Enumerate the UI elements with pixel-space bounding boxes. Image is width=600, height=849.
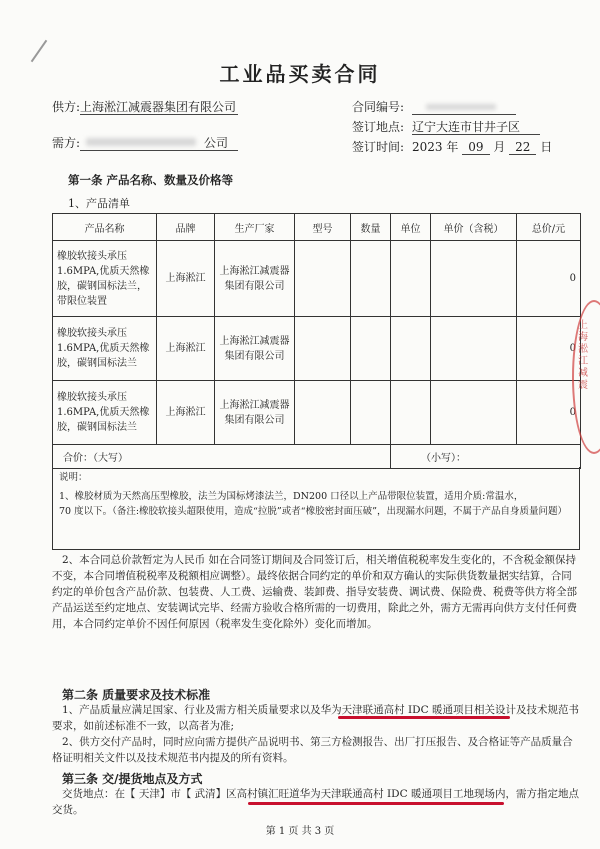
col-header: 型号 [295, 214, 351, 241]
product-price [431, 317, 517, 381]
col-header: 生产厂家 [215, 214, 295, 241]
product-maker: 上海淞江减震器集团有限公司 [215, 317, 295, 381]
col-header: 产品名称 [53, 214, 157, 241]
payment-paragraph: 2、本合同总价款暂定为人民币 如在合同签订期间及合同签订后，相关增值税税率发生变化的，不含税金额保持不变，本合同增值税税率及税额相应调整）。最终依据合同约定的单价和双方确认的实际供货数量据实结算，合同约定的单价包含产品价款、包装费、人工费、运输费、装卸费、指导安装费、调试费、保险费、税费等供方将全部产品运送至约定地点、安装调试完毕、经需方验收合格所需的一切费用，除此之外，需方无需再向供方支付任何费用，本合同约定单价不因任何原因（税率发生变化除外）变化而增加。 [52, 554, 577, 630]
red-underline [338, 716, 510, 719]
article2-p1: 1、产品质量应满足国家、行业及需方相关质量要求以及华为天津联通高村 IDC 暖通项目相关设计及技术规范书要求，如前述标准不一致，以高者为准; [52, 704, 579, 732]
product-maker: 上海淞江减震器集团有限公司 [215, 241, 295, 317]
product-model [295, 381, 351, 445]
date-field [412, 138, 552, 155]
redaction-mark [86, 138, 196, 146]
table-row [53, 317, 581, 381]
year-unit: 年 [446, 140, 459, 154]
col-header: 单位 [391, 214, 431, 241]
contract-number-label: 合同编号: [352, 100, 405, 114]
article3-heading: 第三条 交/提货地点及方式 [62, 772, 203, 786]
product-table [52, 213, 581, 469]
product-total: 0 [517, 317, 581, 381]
red-underline [248, 802, 504, 805]
product-quantity [351, 381, 391, 445]
page-title: 工业品买卖合同 [219, 62, 381, 86]
product-maker: 上海淞江减震器集团有限公司 [215, 381, 295, 445]
table-header-row [53, 214, 581, 241]
page-footer: 第 1 页 共 3 页 [265, 826, 335, 837]
table-row [53, 241, 581, 317]
total-label [53, 445, 391, 469]
product-model [295, 241, 351, 317]
notes-title: 说明： [59, 472, 88, 483]
product-brand: 上海淞江 [157, 241, 215, 317]
notes-box [52, 467, 580, 550]
buyer-field [80, 134, 238, 151]
article1-sub: 1、产品清单 [68, 197, 130, 210]
day-unit: 日 [540, 140, 553, 154]
notes-line2: 70 度以下。（备注:橡胶软接头超限使用，造成“拉脱”或者“橡胶密封面压破”，出现漏水问题，不属于产品自身质量问题） [59, 506, 567, 517]
seal-text: 上海淞江减震 [578, 320, 588, 391]
supplier-label: 供方: [52, 100, 81, 114]
date-year: 2023 [412, 140, 443, 154]
article3-p1: 交货地点：在【 天津】市【 武清】区高村镇汇旺道华为天津联通高村 IDC 暖通项目工地现场内，需方指定地点交货。 [52, 788, 579, 816]
product-brand: 上海淞江 [157, 317, 215, 381]
product-unit [391, 241, 431, 317]
total-label-text: 合价：（大写） [63, 453, 128, 464]
product-price [431, 241, 517, 317]
product-unit [391, 381, 431, 445]
redaction-mark [426, 104, 496, 110]
col-header: 数量 [351, 214, 391, 241]
article2-p2: 2、供方交付产品时，同时应向需方提供产品说明书、第三方检测报告、出厂打压报告、及合格证等产品质量合格证明相关文件以及技术规范书内提及的所有资料。 [52, 736, 573, 764]
total-small-text: （小写）： [421, 453, 466, 464]
product-model [295, 317, 351, 381]
date-day: 22 [509, 140, 536, 155]
product-total: 0 [517, 241, 581, 317]
notes-line1: 1、橡胶材质为天然高压型橡胶，法兰为国标烤漆法兰，DN200 口径以上产品带限位装置，适用介质:常温水， [59, 491, 524, 502]
product-brand: 上海淞江 [157, 381, 215, 445]
buyer-value: 公司 [204, 136, 229, 150]
location-label: 签订地点: [352, 120, 405, 134]
product-quantity [351, 317, 391, 381]
article2-heading: 第二条 质量要求及技术标准 [62, 688, 211, 702]
product-name: 橡胶软接头承压 1.6MPA,优质天然橡胶，碳钢国标法兰 [53, 381, 157, 445]
article1-heading: 第一条 产品名称、数量及价格等 [68, 173, 234, 187]
table-total-row [53, 445, 581, 469]
product-price [431, 381, 517, 445]
month-unit: 月 [493, 140, 506, 154]
supplier-value: 上海淞江减震器集团有限公司 [80, 100, 237, 114]
col-header: 总价/元 [517, 214, 581, 241]
product-total: 0 [517, 381, 581, 445]
col-header: 品牌 [157, 214, 215, 241]
total-small [391, 445, 581, 469]
table-row [53, 381, 581, 445]
contract-number-field [412, 98, 516, 115]
product-name: 橡胶软接头承压 1.6MPA,优质天然橡胶，碳钢国标法兰 [53, 317, 157, 381]
product-name: 橡胶软接头承压 1.6MPA,优质天然橡胶，碳钢国标法兰，带限位装置 [53, 241, 157, 317]
location-value: 辽宁大连市甘井子区 [412, 118, 540, 135]
col-header: 单价（含税） [431, 214, 517, 241]
date-month: 09 [462, 140, 489, 155]
time-label: 签订时间: [352, 140, 405, 154]
buyer-label: 需方: [52, 136, 81, 150]
product-unit [391, 317, 431, 381]
product-quantity [351, 241, 391, 317]
